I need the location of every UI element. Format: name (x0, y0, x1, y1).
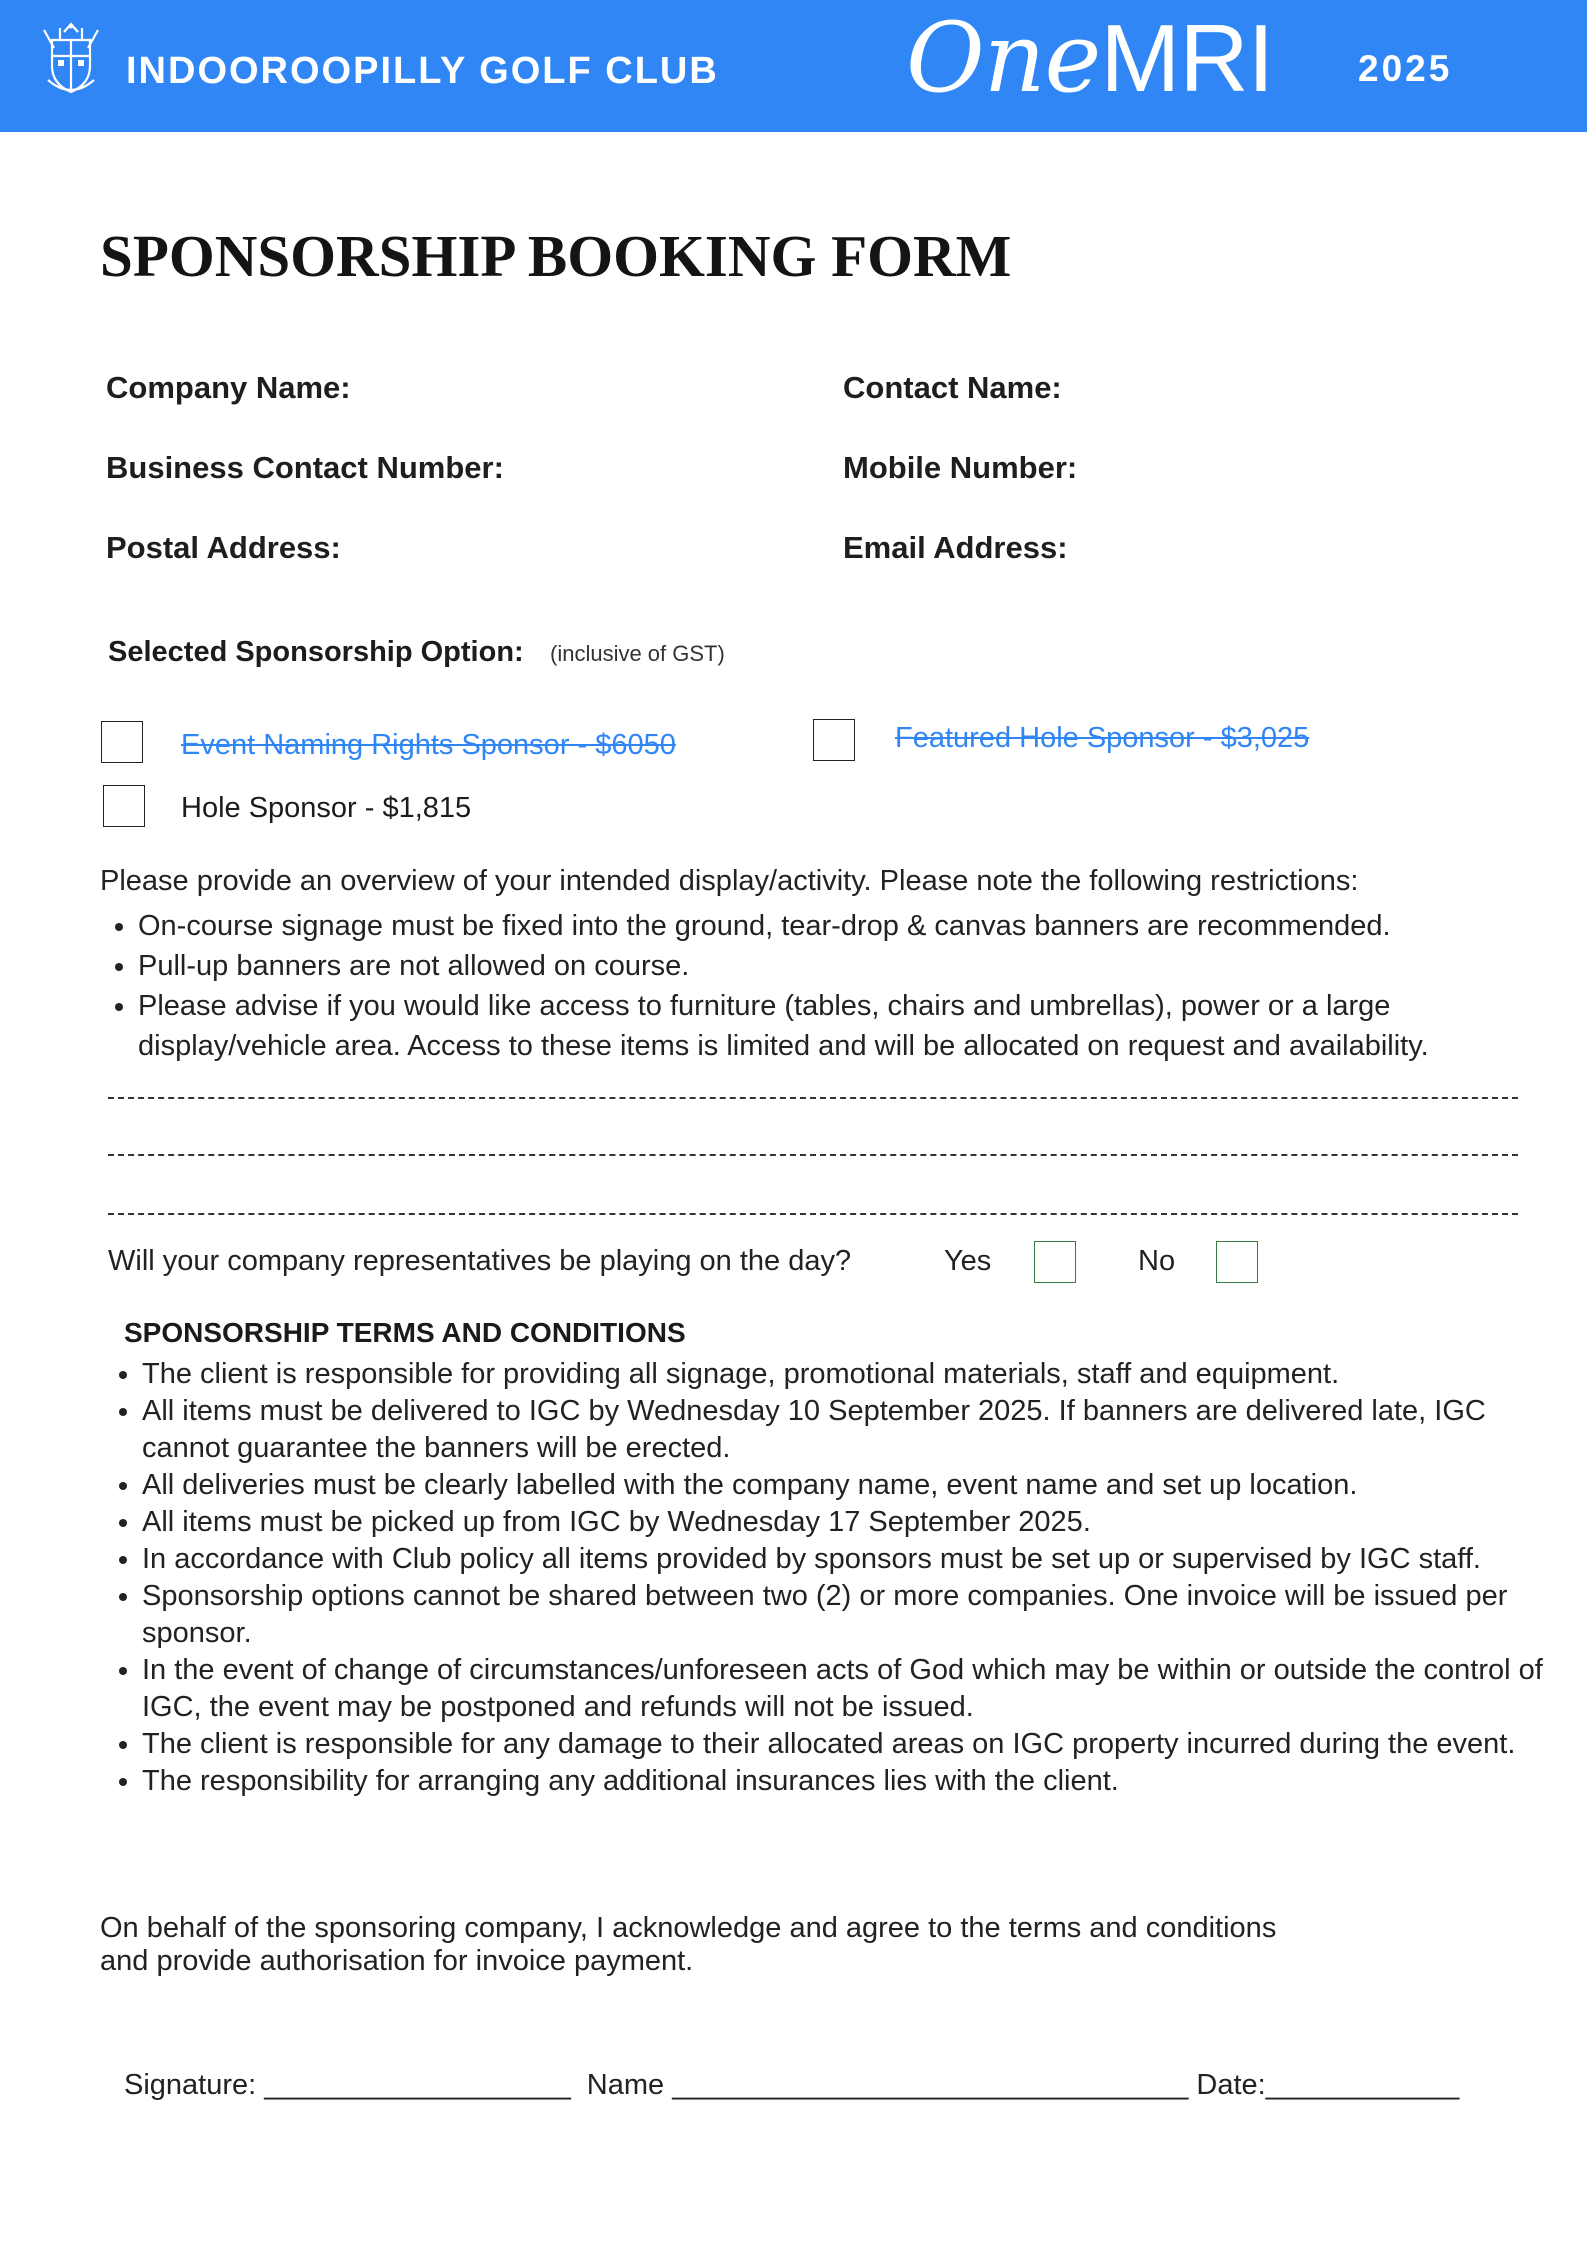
business-contact-number-field[interactable]: Business Contact Number: (106, 450, 504, 485)
signature-name-date-line[interactable]: Signature: ___________________ Name ________________________________ Date:____________ (124, 2069, 1460, 2101)
acknowledgement-line-2: and provide authorisation for invoice payment. (100, 1945, 694, 1977)
list-item: • The client is responsible for any damage to their allocated areas on IGC property incurred during the event. (142, 1726, 1562, 1763)
club-name: INDOOROOPILLY GOLF CLUB (126, 50, 719, 92)
list-item: • The responsibility for arranging any additional insurances lies with the client. (142, 1763, 1562, 1800)
list-item: • On-course signage must be fixed into the ground, tear-drop & canvas banners are recommended. (138, 906, 1560, 946)
no-label: No (1138, 1245, 1176, 1277)
featured-hole-checkbox[interactable] (813, 719, 855, 761)
hole-sponsor-checkbox[interactable] (103, 785, 145, 827)
naming-rights-option-label: Event Naming Rights Sponsor - $6050 (181, 729, 676, 761)
hole-sponsor-option-label: Hole Sponsor - $1,815 (181, 792, 472, 824)
page-title: SPONSORSHIP BOOKING FORM (100, 223, 1012, 289)
list-item: • Pull-up banners are not allowed on course. (138, 946, 1560, 986)
playing-question: Will your company representatives be playing on the day? (108, 1245, 852, 1277)
no-checkbox[interactable] (1216, 1241, 1258, 1283)
overview-answer-line-3[interactable] (108, 1213, 1518, 1215)
terms-title: SPONSORSHIP TERMS AND CONDITIONS (124, 1317, 686, 1348)
list-item: • Please advise if you would like access to furniture (tables, chairs and umbrellas), power or a large display/vehicle area. Access to these items is limited and will be allocated on request and availability. (138, 986, 1560, 1066)
overview-answer-line-1[interactable] (108, 1097, 1518, 1099)
overview-intro: Please provide an overview of your intended display/activity. Please note the following restrictions: (100, 865, 1359, 897)
club-crest-icon (38, 20, 104, 98)
sponsorship-option-heading: Selected Sponsorship Option: (108, 636, 524, 668)
terms-list (102, 1356, 1562, 1800)
list-item: • In accordance with Club policy all items provided by sponsors must be set up or supervised by IGC staff. (142, 1541, 1562, 1578)
gst-note: (inclusive of GST) (550, 641, 725, 666)
postal-address-field[interactable]: Postal Address: (106, 530, 341, 565)
yes-checkbox[interactable] (1034, 1241, 1076, 1283)
mobile-number-field[interactable]: Mobile Number: (843, 450, 1078, 485)
brand-part-one: One (906, 2, 1101, 114)
restrictions-list (98, 906, 1560, 1066)
list-item: • All deliveries must be clearly labelled with the company name, event name and set up location. (142, 1467, 1562, 1504)
brand-part-mri: MRI (1100, 5, 1274, 112)
list-item: • All items must be picked up from IGC by Wednesday 17 September 2025. (142, 1504, 1562, 1541)
contact-name-field[interactable]: Contact Name: (843, 370, 1062, 405)
list-item: • In the event of change of circumstances/unforeseen acts of God which may be within or outside the control of IGC, the event may be postponed and refunds will not be issued. (142, 1652, 1562, 1726)
featured-hole-option-label: Featured Hole Sponsor - $3,025 (895, 722, 1310, 754)
header-bar (0, 0, 1587, 132)
naming-rights-checkbox[interactable] (101, 721, 143, 763)
list-item: • All items must be delivered to IGC by Wednesday 10 September 2025. If banners are delivered late, IGC cannot guarantee the banners will be erected. (142, 1393, 1562, 1467)
company-name-field[interactable]: Company Name: (106, 370, 351, 405)
acknowledgement-line-1: On behalf of the sponsoring company, I acknowledge and agree to the terms and conditions (100, 1912, 1277, 1944)
event-brand-logo (906, 2, 1274, 114)
yes-label: Yes (944, 1245, 992, 1277)
list-item: • Sponsorship options cannot be shared between two (2) or more companies. One invoice will be issued per sponsor. (142, 1578, 1562, 1652)
overview-answer-line-2[interactable] (108, 1154, 1518, 1156)
event-year: 2025 (1358, 48, 1453, 89)
email-address-field[interactable]: Email Address: (843, 530, 1068, 565)
list-item: • The client is responsible for providing all signage, promotional materials, staff and equipment. (142, 1356, 1562, 1393)
